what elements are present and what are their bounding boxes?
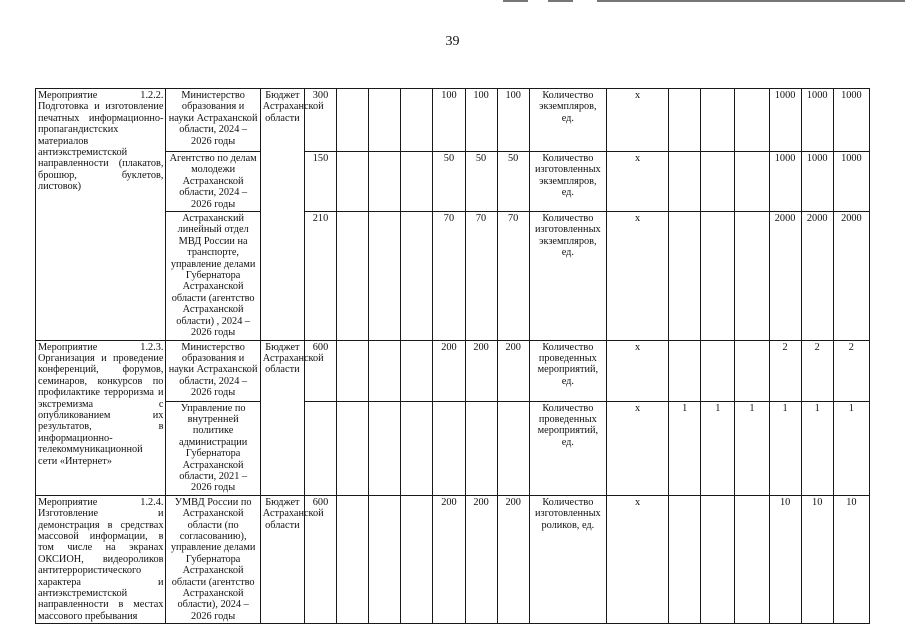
top-rule-right	[597, 0, 905, 2]
year-2026-cell	[497, 401, 529, 495]
target-2026-cell: 1000	[833, 152, 869, 212]
base-value-cell: x	[606, 89, 668, 152]
target-2025-cell: 1000	[801, 89, 833, 152]
target-2026-cell: 1000	[833, 89, 869, 152]
year-2025-cell: 70	[465, 212, 497, 340]
year-2026-cell: 200	[497, 340, 529, 401]
indicator-value-cell	[669, 89, 701, 152]
total-cell: 150	[304, 152, 336, 212]
indicator-cell: Количество экземпляров, ед.	[529, 89, 606, 152]
event-name-1-2-3: Мероприятие 1.2.3. Организация и проведение конференций, форумов, семинаров, конкурсов по профилактике терроризма и экстремизма с опубликованием их результатов, в информационно-телекоммуникационной сети «Интернет»	[36, 340, 166, 495]
year-2025-cell: 50	[465, 152, 497, 212]
target-2024-cell: 1000	[769, 152, 801, 212]
total-cell: 300	[304, 89, 336, 152]
target-2025-cell: 1000	[801, 152, 833, 212]
indicator-value-cell: 1	[669, 401, 701, 495]
target-2024-cell: 2	[769, 340, 801, 401]
year-2024-cell: 200	[433, 340, 465, 401]
target-2024-cell: 1	[769, 401, 801, 495]
executor-cell: Астраханский линейный отдел МВД России на транспорте, управление делами Губернатора Астраханской области (агентство Астраханской области) , 2024 – 2026 годы	[166, 212, 260, 340]
base-value-cell: x	[606, 340, 668, 401]
total-cell: 600	[304, 340, 336, 401]
year-2024-cell	[433, 401, 465, 495]
indicator-value-cell	[669, 495, 701, 623]
indicator-value-cell	[701, 89, 735, 152]
indicator-cell: Количество проведенных мероприятий, ед.	[529, 340, 606, 401]
indicator-value-cell	[669, 340, 701, 401]
target-2024-cell: 1000	[769, 89, 801, 152]
executor-cell: Министерство образования и науки Астраханской области, 2024 – 2026 годы	[166, 340, 260, 401]
table-row	[36, 340, 870, 401]
indicator-value-cell	[735, 340, 769, 401]
year-2025-cell: 200	[465, 495, 497, 623]
indicator-value-cell	[701, 212, 735, 340]
executor-cell: Министерство образования и науки Астраханской области, 2024 – 2026 годы	[166, 89, 260, 152]
base-value-cell: x	[606, 401, 668, 495]
indicator-cell: Количество проведенных мероприятий, ед.	[529, 401, 606, 495]
executor-cell: Управление по внутренней политике администрации Губернатора Астраханской области, 2021 – 2026 годы	[166, 401, 260, 495]
table-row	[36, 495, 870, 623]
executor-cell: Агентство по делам молодежи Астраханской области, 2024 – 2026 годы	[166, 152, 260, 212]
year-2026-cell: 200	[497, 495, 529, 623]
year-2025-cell: 200	[465, 340, 497, 401]
indicator-value-cell	[735, 152, 769, 212]
top-rule-left	[503, 0, 528, 2]
funding-source-cell: Бюджет Астраханской области	[260, 89, 304, 341]
page-number: 39	[445, 34, 460, 49]
event-name-1-2-4: Мероприятие 1.2.4. Изготовление и демонстрация в средствах массовой информации, в том числе на экранах ОКСИОН, видеороликов антитеррористического характера и антиэкстремистской направленности в местах массового пребывания	[36, 495, 166, 623]
top-rule-middle	[548, 0, 573, 2]
base-value-cell: x	[606, 495, 668, 623]
target-2025-cell: 2000	[801, 212, 833, 340]
funding-source-cell: Бюджет Астраханской области	[260, 495, 304, 623]
target-2024-cell: 10	[769, 495, 801, 623]
indicator-value-cell	[735, 212, 769, 340]
indicator-value-cell	[735, 495, 769, 623]
total-cell: 210	[304, 212, 336, 340]
indicator-value-cell	[669, 212, 701, 340]
indicator-value-cell: 1	[701, 401, 735, 495]
year-2026-cell: 100	[497, 89, 529, 152]
year-2024-cell: 50	[433, 152, 465, 212]
target-2024-cell: 2000	[769, 212, 801, 340]
indicator-value-cell	[701, 152, 735, 212]
year-2026-cell: 70	[497, 212, 529, 340]
indicator-cell: Количество изготовленных экземпляров, ед.	[529, 212, 606, 340]
program-measures-table	[35, 88, 870, 624]
indicator-value-cell	[701, 495, 735, 623]
target-2026-cell: 2000	[833, 212, 869, 340]
indicator-value-cell	[701, 340, 735, 401]
target-2025-cell: 10	[801, 495, 833, 623]
target-2025-cell: 1	[801, 401, 833, 495]
indicator-value-cell	[735, 89, 769, 152]
year-2026-cell: 50	[497, 152, 529, 212]
base-value-cell: x	[606, 212, 668, 340]
target-2025-cell: 2	[801, 340, 833, 401]
table-row	[36, 89, 870, 152]
indicator-cell: Количество изготовленных роликов, ед.	[529, 495, 606, 623]
total-cell: 600	[304, 495, 336, 623]
executor-cell: УМВД России по Астраханской области (по согласованию), управление делами Губернатора Астраханской области (агентство Астраханской области), 2024 – 2026 годы	[166, 495, 260, 623]
year-2025-cell: 100	[465, 89, 497, 152]
total-cell	[304, 401, 336, 495]
funding-source-cell: Бюджет Астраханской области	[260, 340, 304, 495]
target-2026-cell: 1	[833, 401, 869, 495]
target-2026-cell: 10	[833, 495, 869, 623]
base-value-cell: x	[606, 152, 668, 212]
indicator-value-cell: 1	[735, 401, 769, 495]
indicator-value-cell	[669, 152, 701, 212]
year-2025-cell	[465, 401, 497, 495]
target-2026-cell: 2	[833, 340, 869, 401]
year-2024-cell: 100	[433, 89, 465, 152]
indicator-cell: Количество изготовленных экземпляров, ед.	[529, 152, 606, 212]
year-2024-cell: 70	[433, 212, 465, 340]
year-2024-cell: 200	[433, 495, 465, 623]
event-name-1-2-2: Мероприятие 1.2.2. Подготовка и изготовление печатных информационно-пропагандистских материалов антиэкстремистской направленности (плакатов, брошюр, буклетов, листовок)	[36, 89, 166, 341]
